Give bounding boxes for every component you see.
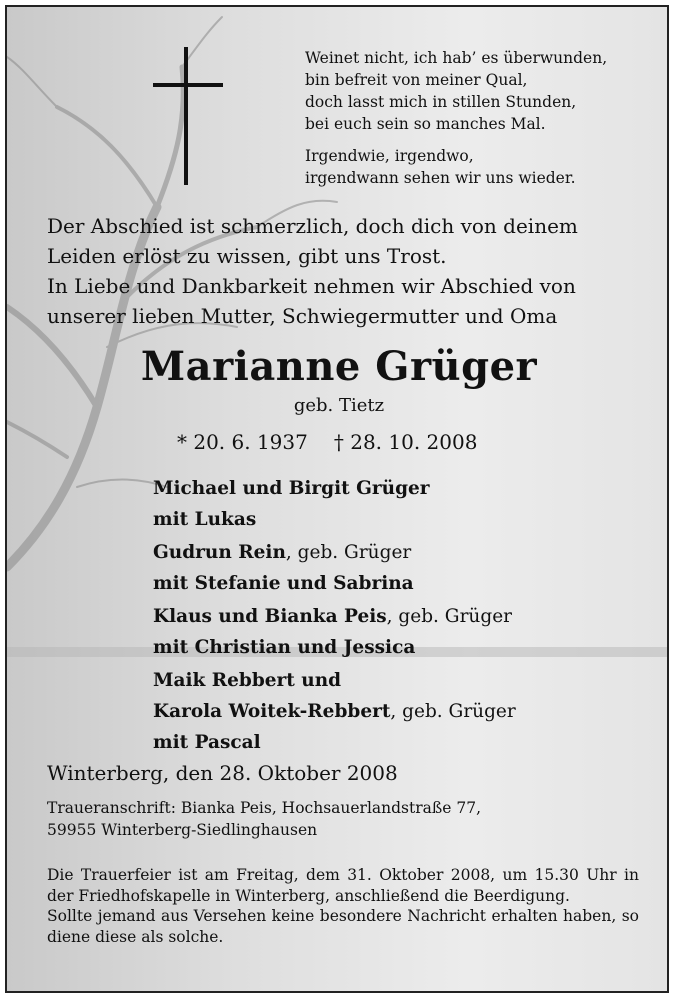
family-children: mit Stefanie und Sabrina — [153, 573, 414, 594]
mourning-address — [47, 797, 481, 841]
intro-line: In Liebe und Dankbarkeit nehmen wir Abschied von — [47, 274, 576, 298]
family-group — [153, 665, 653, 758]
notice-paragraph: Sollte jemand aus Versehen keine besondere Nachricht erhalten haben, so diene diese als solche. — [47, 907, 639, 946]
family-children: mit Lukas — [153, 509, 257, 530]
family-names: Gudrun Rein — [153, 542, 286, 563]
family-names: Maik Rebbert und — [153, 670, 342, 691]
family-names: Klaus und Bianka Peis — [153, 606, 387, 627]
poem-line: bin befreit von meiner Qual, — [305, 71, 528, 89]
poem-line: bei euch sein so manches Mal. — [305, 115, 546, 133]
address-line: 59955 Winterberg-Siedlinghausen — [47, 821, 318, 839]
obituary-frame — [5, 5, 669, 993]
poem-line: Irgendwie, irgendwo, — [305, 147, 474, 165]
death-date: † 28. 10. 2008 — [333, 430, 478, 454]
family-children: mit Christian und Jessica — [153, 637, 416, 658]
life-dates — [177, 430, 477, 454]
family-children: mit Pascal — [153, 732, 261, 753]
family-list — [153, 473, 653, 760]
intro-line: Der Abschied ist schmerzlich, doch dich von deinem — [47, 214, 578, 238]
family-suffix: , geb. Grüger — [386, 606, 512, 627]
family-group — [153, 537, 653, 599]
poem-line: irgendwann sehen wir uns wieder. — [305, 169, 576, 187]
poem-line: doch lasst mich in stillen Stunden, — [305, 93, 577, 111]
poem-line: Weinet nicht, ich hab’ es überwunden, — [305, 49, 608, 67]
intro-line: unserer lieben Mutter, Schwiegermutter und Oma — [47, 304, 558, 328]
cross-icon — [153, 47, 223, 185]
place-date: Winterberg, den 28. Oktober 2008 — [47, 761, 398, 785]
family-group — [153, 601, 653, 663]
notice-paragraph: Die Trauerfeier ist am Freitag, dem 31. Oktober 2008, um 15.30 Uhr in der Friedhofskapelle in Winterberg, anschließend die Beerdigung. — [47, 866, 639, 905]
deceased-name: Marianne Grüger — [140, 343, 538, 390]
birth-date: * 20. 6. 1937 — [177, 430, 308, 454]
family-group — [153, 473, 653, 535]
family-suffix: , geb. Grüger — [285, 542, 412, 563]
address-line: Traueranschrift: Bianka Peis, Hochsauerlandstraße 77, — [47, 799, 481, 817]
funeral-notice — [47, 865, 639, 947]
maiden-name: geb. Tietz — [293, 395, 385, 416]
family-suffix: , geb. Grüger — [390, 701, 516, 722]
intro-line: Leiden erlöst zu wissen, gibt uns Trost. — [47, 244, 447, 268]
intro-text — [47, 211, 647, 331]
family-names: Karola Woitek-Rebbert — [153, 701, 391, 722]
family-names: Michael und Birgit Grüger — [153, 478, 430, 499]
poem — [305, 47, 655, 189]
